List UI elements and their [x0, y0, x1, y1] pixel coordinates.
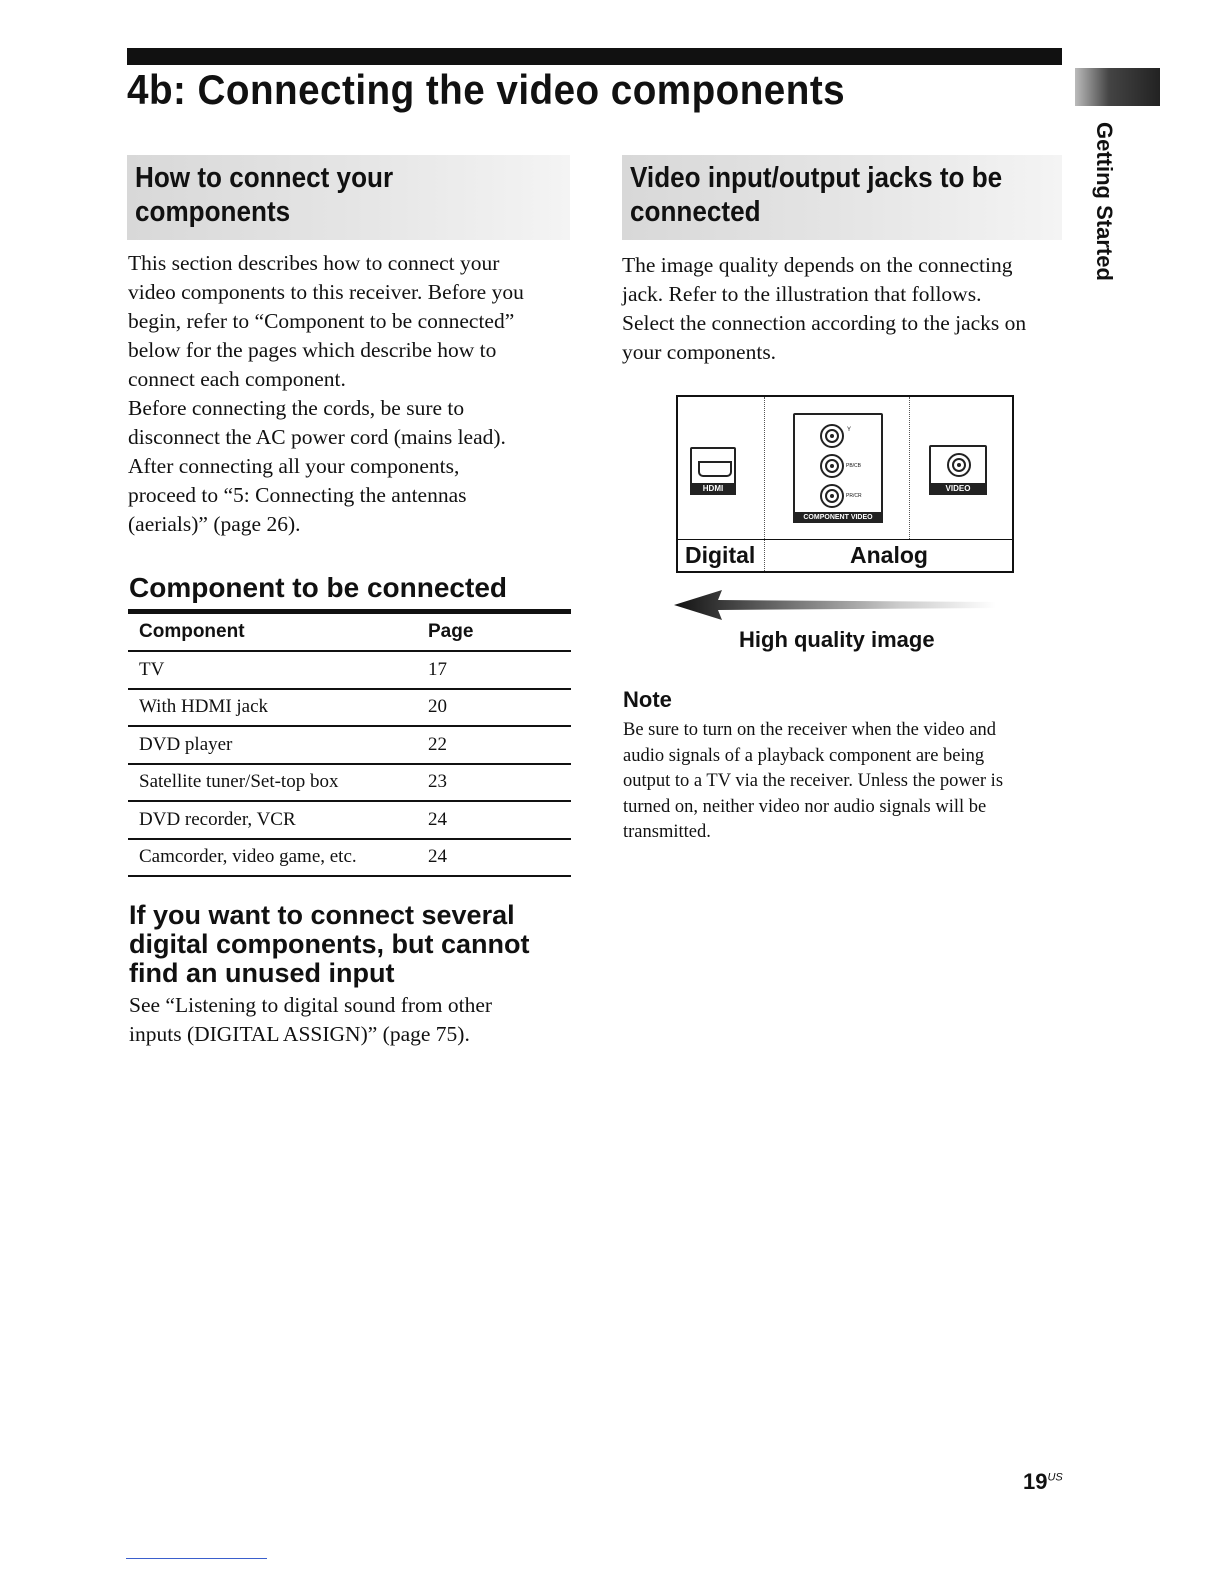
text-line: Be sure to turn on the receiver when the video and: [623, 720, 996, 740]
text-line: your components.: [622, 340, 777, 364]
jack-quality-diagram: [676, 395, 1014, 573]
cell-page: 22: [417, 726, 571, 764]
note-text: [623, 718, 1073, 846]
page-number-suffix: US: [1047, 1471, 1063, 1484]
table-row: [128, 764, 571, 802]
hdmi-label: HDMI: [690, 483, 736, 495]
table-header-row: [128, 612, 571, 652]
jack-pb-label: PB/CB: [846, 463, 862, 469]
cell-page: 24: [417, 801, 571, 839]
cell-page: 24: [417, 839, 571, 877]
component-video-label: COMPONENT VIDEO: [793, 512, 883, 523]
component-table: [128, 609, 571, 877]
rca-jack-y-icon: [819, 423, 845, 454]
text-line: (aerials)” (page 26).: [128, 512, 301, 536]
side-tab-label: Getting Started: [1092, 122, 1117, 281]
text-line: connect each component.: [128, 367, 346, 391]
column-header-component: Component: [128, 612, 417, 652]
jacks-intro-paragraph: [622, 251, 1067, 367]
cell-page: 17: [417, 651, 571, 689]
column-header-page: Page: [417, 612, 571, 652]
quality-arrow-icon: [674, 588, 1000, 629]
text-line: inputs (DIGITAL ASSIGN)” (page 75).: [129, 1022, 470, 1046]
cell-component: With HDMI jack: [128, 689, 417, 727]
page-title: 4b: Connecting the video components: [127, 66, 846, 113]
several-components-text: [129, 991, 579, 1049]
note-heading: Note: [623, 687, 672, 712]
heading-line: find an unused input: [129, 958, 395, 988]
section-heading-line: How to connect your: [135, 162, 394, 194]
text-line: This section describes how to connect your: [128, 251, 500, 275]
table-heading: Component to be connected: [129, 572, 507, 603]
text-line: After connecting all your components,: [128, 454, 460, 478]
footer-rule: [126, 1558, 267, 1559]
text-line: Select the connection according to the jacks on: [622, 311, 1027, 335]
page-number: [1023, 1469, 1063, 1495]
table-row: [128, 726, 571, 764]
cell-component: Satellite tuner/Set-top box: [128, 764, 417, 802]
text-line: output to a TV via the receiver. Unless the power is: [623, 771, 1004, 791]
text-line: begin, refer to “Component to be connected”: [128, 309, 515, 333]
jack-y-label: Y: [847, 427, 852, 433]
divider: [764, 397, 765, 571]
table-row: [128, 801, 571, 839]
title-rule: [127, 48, 1062, 65]
text-line: transmitted.: [623, 822, 711, 842]
composite-video-jack: [929, 445, 987, 485]
side-tab-marker: [1075, 68, 1160, 106]
divider: [909, 397, 910, 539]
section-heading-line: connected: [630, 196, 761, 228]
section-heading-line: Video input/output jacks to be: [630, 162, 1003, 194]
cell-component: DVD recorder, VCR: [128, 801, 417, 839]
rca-jack-pr-icon: [819, 483, 845, 514]
cell-component: Camcorder, video game, etc.: [128, 839, 417, 877]
heading-line: If you want to connect several: [129, 900, 515, 930]
intro-paragraph: [128, 249, 573, 539]
hdmi-port-icon: [698, 461, 732, 477]
divider: [678, 539, 1012, 540]
table-row: [128, 651, 571, 689]
analog-label: Analog: [850, 542, 928, 568]
cell-page: 23: [417, 764, 571, 802]
text-line: jack. Refer to the illustration that follows.: [622, 282, 982, 306]
text-line: below for the pages which describe how to: [128, 338, 497, 362]
section-heading-video-jacks: [622, 155, 1062, 240]
rca-jack-video-icon: [946, 452, 972, 483]
text-line: The image quality depends on the connecting: [622, 253, 1013, 277]
table-row: [128, 839, 571, 877]
video-label: VIDEO: [929, 483, 987, 495]
section-heading-how-to-connect: [127, 155, 570, 240]
text-line: disconnect the AC power cord (mains lead).: [128, 425, 506, 449]
heading-line: digital components, but cannot: [129, 929, 530, 959]
quality-label: High quality image: [739, 627, 935, 652]
digital-label: Digital: [685, 542, 756, 568]
page-number-value: 19: [1023, 1469, 1048, 1494]
several-components-heading: [129, 901, 579, 988]
cell-page: 20: [417, 689, 571, 727]
text-line: proceed to “5: Connecting the antennas: [128, 483, 467, 507]
rca-jack-pb-icon: [819, 453, 845, 484]
text-line: video components to this receiver. Before you: [128, 280, 524, 304]
text-line: audio signals of a playback component are being: [623, 745, 985, 766]
text-line: Before connecting the cords, be sure to: [128, 396, 465, 420]
text-line: turned on, neither video nor audio signals will be: [623, 796, 987, 817]
table-row: [128, 689, 571, 727]
cell-component: TV: [128, 651, 417, 689]
component-video-panel: [793, 413, 883, 523]
text-line: See “Listening to digital sound from other: [129, 993, 493, 1017]
cell-component: DVD player: [128, 726, 417, 764]
jack-pr-label: PR/CR: [846, 493, 862, 499]
section-heading-line: components: [135, 196, 291, 228]
